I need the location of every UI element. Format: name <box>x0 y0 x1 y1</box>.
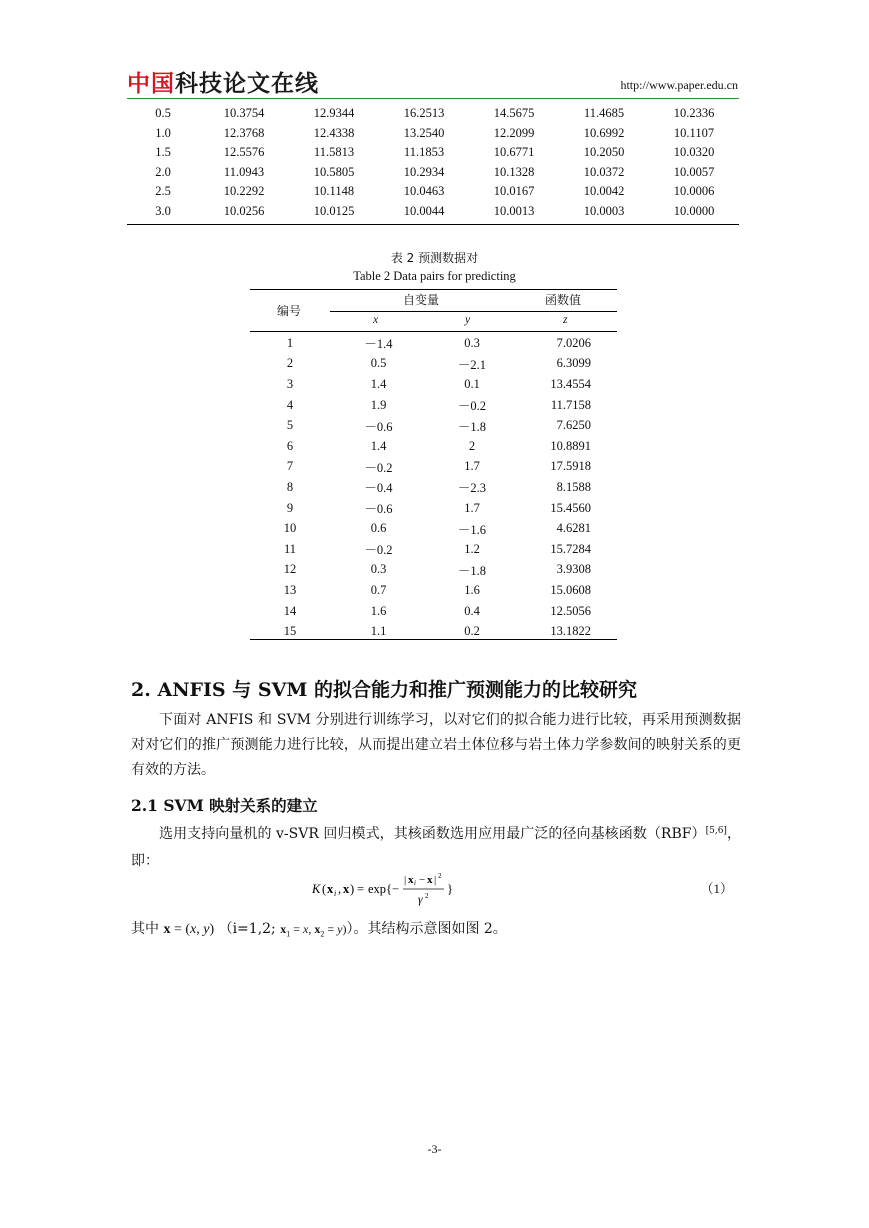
table-cell: －1.8 <box>457 563 487 578</box>
formula-explanation <box>131 918 507 938</box>
table-cell: 0.5 <box>155 106 171 121</box>
table-cell: 12 <box>283 562 297 577</box>
table-cell: 10.8891 <box>550 438 591 453</box>
svg-text:(: ( <box>322 882 327 896</box>
table-cell: －0.6 <box>364 419 393 434</box>
table-cell: 8 <box>286 479 294 494</box>
table-row <box>250 415 617 436</box>
svg-text:|: | <box>434 874 437 886</box>
table-cell: 1.4 <box>370 376 387 391</box>
table-cell: 3.0 <box>155 203 171 218</box>
table-cell: －0.2 <box>364 460 393 475</box>
paragraph-text: 选用支持向量机的 v-SVR 回归模式，其核函数选用应用最广泛的径向基核函数（RBF） <box>159 826 706 842</box>
table-cell: 12.3768 <box>223 125 265 140</box>
table-cell: 1 <box>286 335 294 350</box>
table1-bottom-rule <box>127 224 739 225</box>
section-heading: 2. ANFIS 与 SVM 的拟合能力和推广预测能力的比较研究 <box>131 679 637 701</box>
table-cell: 8.1588 <box>556 479 591 494</box>
table-cell: 0.2 <box>464 624 480 639</box>
table-cell: －2.1 <box>457 357 487 372</box>
table-cell: 1.7 <box>464 500 480 515</box>
table-cell: 11.0943 <box>223 164 265 179</box>
table1-continuation <box>127 104 739 221</box>
table-cell: 10.0044 <box>403 203 445 218</box>
table-cell: 11.7158 <box>550 397 591 412</box>
svg-text:,: , <box>338 882 342 896</box>
table-cell: 4.6281 <box>556 521 591 536</box>
svg-text:x: x <box>343 882 350 896</box>
table-cell: 15.7284 <box>550 541 591 556</box>
table-cell: 16.2513 <box>403 106 445 121</box>
table-row <box>250 457 617 478</box>
table-cell: 10.0006 <box>673 184 715 199</box>
table-cell: 2 <box>468 438 476 453</box>
component-definition: $x_1 = x$, $x_2 = y$) <box>280 922 347 939</box>
logo-black-text: 科技论文在线 <box>175 71 319 97</box>
index-range: （i=1,2; <box>218 921 276 937</box>
table-cell: 1.1 <box>370 624 387 639</box>
table-cell: 1.5 <box>155 145 171 160</box>
svg-text:2: 2 <box>438 872 442 880</box>
table-cell: 10.6771 <box>493 145 535 160</box>
table-cell: 6.3099 <box>556 356 591 371</box>
table-cell: 1.4 <box>370 438 387 453</box>
table-cell: －0.2 <box>457 399 487 414</box>
table-cell: 6 <box>286 438 294 453</box>
svg-text:}: } <box>447 882 453 896</box>
table-cell: 0.4 <box>464 603 480 618</box>
svg-text:K: K <box>312 882 321 896</box>
table-cell: 10.0320 <box>673 145 715 160</box>
table-cell: 0.3 <box>370 562 387 577</box>
table-cell: 1.6 <box>464 582 480 597</box>
table2-sub-y: y <box>465 314 471 326</box>
table-cell: 0.1 <box>464 376 480 391</box>
table-cell: 4 <box>286 397 294 412</box>
table-cell: 10.0013 <box>493 203 535 218</box>
table-cell: 10.0003 <box>583 203 625 218</box>
table-cell: 15.0608 <box>550 582 591 597</box>
table-row <box>250 560 617 581</box>
table2-header-func: 函数值 <box>545 293 582 307</box>
table-cell: 12.5056 <box>550 603 591 618</box>
table-cell: 0.6 <box>370 521 387 536</box>
table2-bottom-rule <box>250 639 617 640</box>
table-row <box>250 498 617 519</box>
table-cell: 1.7 <box>464 459 480 474</box>
table-cell: 1.6 <box>370 603 387 618</box>
table-row <box>250 601 617 622</box>
table-cell: 10.0000 <box>673 203 715 218</box>
table-cell: 10.1328 <box>493 164 535 179</box>
svg-text:i: i <box>334 889 337 898</box>
table-cell: 14 <box>283 603 297 618</box>
svg-text:−: − <box>419 874 426 886</box>
equation-number: （1） <box>700 881 733 896</box>
table-cell: 14.5675 <box>493 106 535 121</box>
table-cell: 10.1107 <box>673 125 715 140</box>
table-cell: －1.6 <box>457 522 487 537</box>
paragraph-tail: ，即： <box>131 826 742 869</box>
table-cell: 7.0206 <box>556 335 591 350</box>
table-row <box>250 477 617 498</box>
table-cell: 3 <box>286 376 294 391</box>
table-cell: 7.6250 <box>556 418 591 433</box>
table2-header-no: 编号 <box>277 304 302 318</box>
table-cell: 15.4560 <box>550 500 591 515</box>
svg-text:=: = <box>357 882 365 896</box>
table-cell: 10.6992 <box>583 125 625 140</box>
explanation-suffix: ）。其结构示意图如图 2。 <box>346 921 507 937</box>
table2-sub-z: z <box>563 314 568 326</box>
formula-graphic <box>312 872 482 912</box>
table-row <box>250 395 617 416</box>
table-cell: 13.2540 <box>403 125 445 140</box>
svg-text:): ) <box>350 882 355 896</box>
table2-header-indep: 自变量 <box>403 293 440 307</box>
table-row <box>127 163 739 183</box>
table-cell: 0.3 <box>464 335 480 350</box>
table-cell: 12.9344 <box>313 106 355 121</box>
table-cell: 10.2336 <box>673 106 715 121</box>
section-paragraph: 下面对 ANFIS 和 SVM 分别进行训练学习，以对它们的拟合能力进行比较，再采用预测数据对对它们的推广预测能力进行比较，从而提出建立岩土体位移与岩土体力学参数间的映射关系的更有效的方法。 <box>131 712 741 778</box>
table-cell: －0.2 <box>364 543 393 558</box>
table-cell: 10.0167 <box>493 184 535 199</box>
table-cell: 10.2050 <box>583 145 625 160</box>
table-row <box>250 436 617 457</box>
table-cell: 11.5813 <box>313 145 355 160</box>
table-row <box>127 124 739 144</box>
table-cell: －1.4 <box>364 337 393 352</box>
table-cell: 17.5918 <box>550 459 591 474</box>
table-row <box>250 354 617 375</box>
table-cell: 11.1853 <box>403 145 445 160</box>
table-cell: 2 <box>286 356 294 371</box>
table-cell: 10.1148 <box>313 184 355 199</box>
table2-body <box>250 333 617 642</box>
citation[interactable]: [5,6] <box>705 826 727 836</box>
table-cell: 7 <box>286 459 294 474</box>
table-cell: 10.0463 <box>403 184 445 199</box>
svg-text:|: | <box>404 874 407 886</box>
table-row <box>250 580 617 601</box>
svg-text:exp{−: exp{− <box>368 882 400 896</box>
table-cell: 0.7 <box>370 582 387 597</box>
table-cell: 13.1822 <box>550 624 591 639</box>
journal-logo <box>127 70 319 98</box>
table-cell: 3.9308 <box>556 562 591 577</box>
table-cell: －0.4 <box>364 481 393 496</box>
table-cell: 10.0125 <box>313 203 355 218</box>
table-cell: －2.3 <box>457 481 487 496</box>
svg-text:x: x <box>327 882 334 896</box>
table-cell: 10 <box>283 521 297 536</box>
page-number: -3- <box>427 1142 442 1156</box>
table-cell: －0.6 <box>364 502 393 517</box>
explanation-prefix: 其中 <box>131 921 159 937</box>
table-cell: 11 <box>283 541 297 556</box>
table-cell: 5 <box>286 418 294 433</box>
header-url[interactable]: http://www.paper.edu.cn <box>620 78 738 92</box>
header-rule <box>127 98 739 99</box>
table-cell: 12.2099 <box>493 125 535 140</box>
svg-text:γ: γ <box>418 894 423 906</box>
table-row <box>127 182 739 202</box>
table2-caption-cn: 表 2 预测数据对 <box>390 251 479 265</box>
table-cell: －1.8 <box>457 419 487 434</box>
table-cell: 10.0256 <box>223 203 265 218</box>
table-row <box>127 143 739 163</box>
subsection-paragraph <box>131 822 741 874</box>
table2-header-rule <box>250 331 617 332</box>
table-cell: 15 <box>283 624 297 639</box>
table-cell: 10.5805 <box>313 164 355 179</box>
table-cell: 1.9 <box>370 397 387 412</box>
table-cell: 10.0042 <box>583 184 625 199</box>
table2-sub-x: x <box>373 314 379 326</box>
table-cell: 10.0057 <box>673 164 715 179</box>
svg-text:x: x <box>408 874 414 886</box>
table-cell: 13 <box>283 582 297 597</box>
table2-caption-en: Table 2 Data pairs for predicting <box>353 269 516 283</box>
table-cell: 10.0372 <box>583 164 625 179</box>
vector-definition: x = (x, y) <box>163 922 215 937</box>
table-row <box>250 518 617 539</box>
table2-sub-rule <box>330 311 617 312</box>
table-row <box>250 333 617 354</box>
table-cell: 2.0 <box>155 164 171 179</box>
table-cell: 13.4554 <box>550 376 591 391</box>
svg-text:2: 2 <box>425 892 429 900</box>
table-cell: 2.5 <box>155 184 171 199</box>
table-cell: 10.2934 <box>403 164 445 179</box>
table-cell: 11.4685 <box>583 106 625 121</box>
table2-top-rule <box>250 289 617 290</box>
table-row <box>250 374 617 395</box>
table-row <box>127 104 739 124</box>
table-cell: 0.5 <box>370 356 387 371</box>
table-cell: 12.4338 <box>313 125 355 140</box>
table-cell: 9 <box>286 500 294 515</box>
table-cell: 10.2292 <box>223 184 265 199</box>
table-cell: 12.5576 <box>223 145 265 160</box>
subsection-heading: 2.1 SVM 映射关系的建立 <box>131 796 318 815</box>
svg-text:i: i <box>414 879 416 887</box>
table-cell: 1.2 <box>464 541 480 556</box>
table-row <box>127 202 739 222</box>
formula-rbf <box>312 872 482 916</box>
table-row <box>250 539 617 560</box>
svg-text:x: x <box>427 874 433 886</box>
table-cell: 1.0 <box>155 125 171 140</box>
table-cell: 10.3754 <box>223 106 265 121</box>
logo-red-text: 中国 <box>127 71 175 97</box>
